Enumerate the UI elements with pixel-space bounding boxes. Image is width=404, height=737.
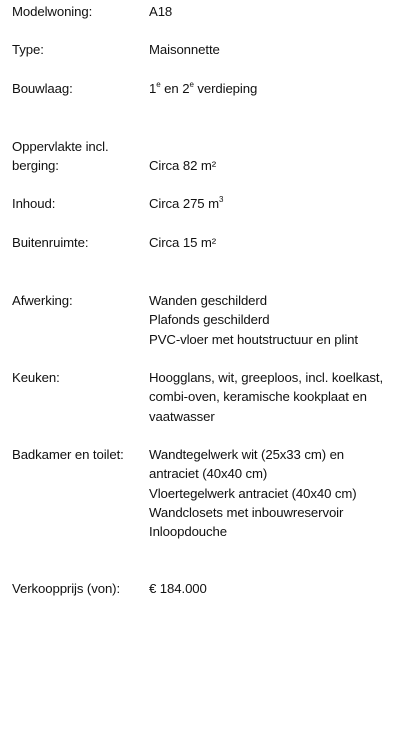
spec-label-badkamer: Badkamer en toilet:: [12, 447, 124, 462]
bouwlaag-floor-1: 1: [149, 81, 157, 96]
keuken-line: combi-oven, keramische kookplaat en: [149, 389, 367, 405]
afwerking-line: Plafonds geschilderd: [149, 312, 270, 328]
badkamer-line: Wandclosets met inbouwreservoir: [149, 504, 344, 520]
bouwlaag-floor-2: en 2: [160, 81, 190, 96]
spec-value-inhoud: [149, 194, 399, 213]
inhoud-amount: Circa 275 m: [149, 196, 219, 211]
spec-value-bouwlaag: [149, 79, 399, 98]
spec-label-inhoud: Inhoud:: [12, 196, 56, 211]
spec-label-oppervlakte-line-1: Oppervlakte incl.: [12, 139, 109, 154]
spec-value-oppervlakte: Circa 82 m²: [149, 158, 217, 173]
bouwlaag-ordinal-1: e: [156, 79, 161, 89]
badkamer-line: Inloopdouche: [149, 524, 227, 540]
badkamer-line: Wandtegelwerk wit (25x33 cm) en: [149, 447, 345, 462]
inhoud-unit-exponent: 3: [219, 194, 224, 204]
spec-label-oppervlakte: [12, 137, 147, 175]
badkamer-line: antraciet (40x40 cm): [149, 466, 268, 482]
spec-label-verkoopprijs: Verkoopprijs (von):: [12, 581, 121, 596]
spec-label-bouwlaag: Bouwlaag:: [12, 81, 73, 96]
spec-label-oppervlakte-line-2: berging:: [12, 158, 59, 173]
spec-label-afwerking: Afwerking:: [12, 293, 73, 308]
spec-value-badkamer: [149, 445, 399, 541]
spec-value-afwerking: [149, 291, 399, 349]
spec-value-verkoopprijs: € 184.000: [149, 581, 207, 596]
spec-value-type: Maisonnette: [149, 42, 220, 57]
spec-label-buitenruimte: Buitenruimte:: [12, 235, 89, 250]
badkamer-line: Vloertegelwerk antraciet (40x40 cm): [149, 485, 357, 501]
keuken-line: Hoogglans, wit, greeploos, incl. koelkast,: [149, 370, 384, 385]
afwerking-line: Wanden geschilderd: [149, 293, 267, 308]
spec-value-keuken: [149, 368, 399, 426]
spec-label-type: Type:: [12, 42, 44, 57]
afwerking-line: PVC-vloer met houtstructuur en plint: [149, 331, 358, 347]
bouwlaag-suffix: verdieping: [193, 81, 258, 96]
spec-label-modelwoning: Modelwoning:: [12, 4, 93, 19]
spec-value-modelwoning: A18: [149, 4, 173, 19]
keuken-line: vaatwasser: [149, 408, 215, 424]
spec-label-keuken: Keuken:: [12, 370, 60, 385]
bouwlaag-ordinal-2: e: [189, 79, 194, 89]
spec-value-buitenruimte: Circa 15 m²: [149, 235, 217, 250]
